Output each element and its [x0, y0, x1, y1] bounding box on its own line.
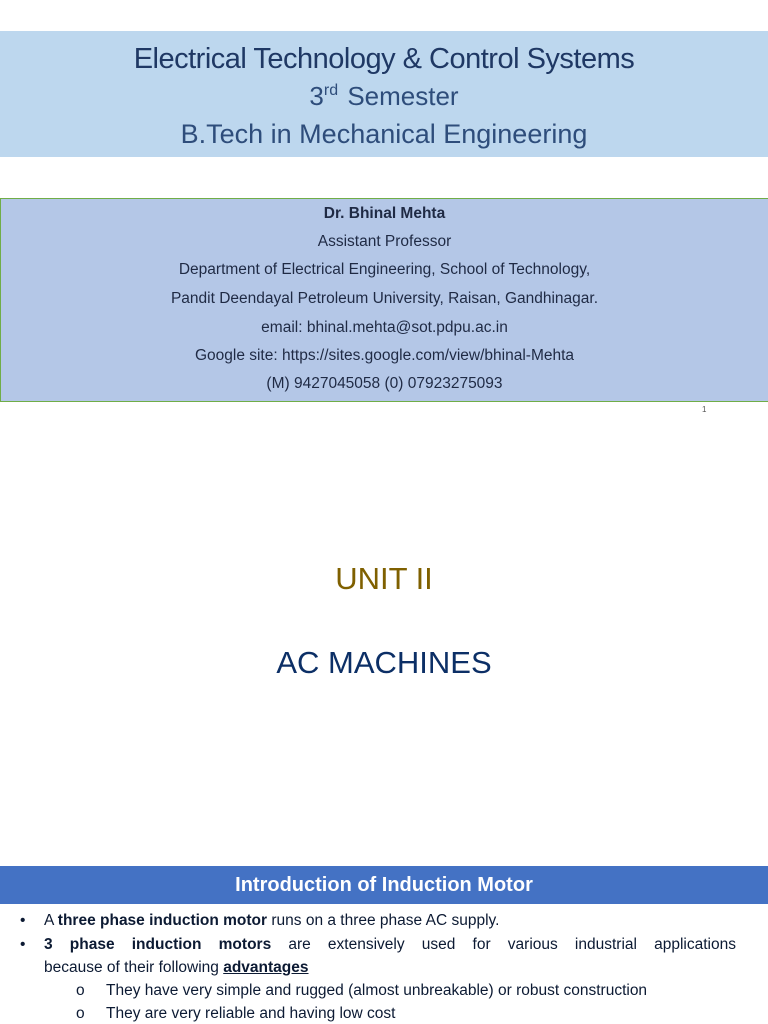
instructor-google-site: Google site: https://sites.google.com/view/bhinal-Mehta [194, 347, 575, 364]
semester-line [0, 81, 768, 112]
sub-bullet-item [76, 1005, 746, 1023]
section-heading: Introduction of Induction Motor [0, 866, 768, 904]
bullet-bold-term: three phase induction motor [57, 912, 268, 929]
instructor-university: Pandit Deendayal Petroleum University, Raisan, Gandhinagar. [170, 290, 599, 307]
instructor-designation: Assistant Professor [317, 233, 452, 250]
bullet-text-pre: because of their following [44, 959, 224, 976]
degree-line: B.Tech in Mechanical Engineering [180, 119, 588, 149]
sub-bullet-marker: o [76, 982, 85, 999]
semester-number: 3 [309, 81, 324, 111]
bullet-marker: • [20, 912, 26, 929]
bullet-bold-term: 3 phase induction motors [44, 936, 272, 953]
sub-bullet-item [76, 982, 746, 1000]
semester-word: Semester [347, 81, 459, 111]
instructor-phone: (M) 9427045058 (0) 07923275093 [266, 375, 503, 392]
course-title: Electrical Technology & Control Systems [133, 43, 635, 75]
bullet-text-post: are extensively used for various industrial applications [271, 936, 736, 953]
title-banner [0, 31, 768, 157]
sub-bullet-text: They have very simple and rugged (almost unbreakable) or robust construction [106, 982, 648, 999]
sub-bullet-marker: o [76, 1005, 85, 1022]
instructor-email: email: bhinal.mehta@sot.pdpu.ac.in [261, 319, 508, 336]
unit-title: UNIT II [335, 561, 433, 596]
bullet-item [20, 912, 736, 930]
instructor-info-box [0, 198, 768, 402]
instructor-name: Dr. Bhinal Mehta [323, 205, 446, 222]
bullet-item [20, 936, 736, 954]
unit-subtitle: AC MACHINES [276, 645, 492, 680]
advantages-term: advantages [223, 959, 309, 976]
instructor-department: Department of Electrical Engineering, School of Technology, [178, 261, 591, 278]
bullet-marker: • [20, 936, 26, 953]
page-number: 1 [702, 405, 707, 414]
bullet-continuation [44, 959, 736, 977]
semester-ordinal: rd [323, 82, 339, 99]
bullet-text-post: runs on a three phase AC supply. [267, 912, 500, 929]
bullet-text-pre: A [44, 912, 58, 929]
sub-bullet-text: They are very reliable and having low cost [106, 1005, 396, 1022]
